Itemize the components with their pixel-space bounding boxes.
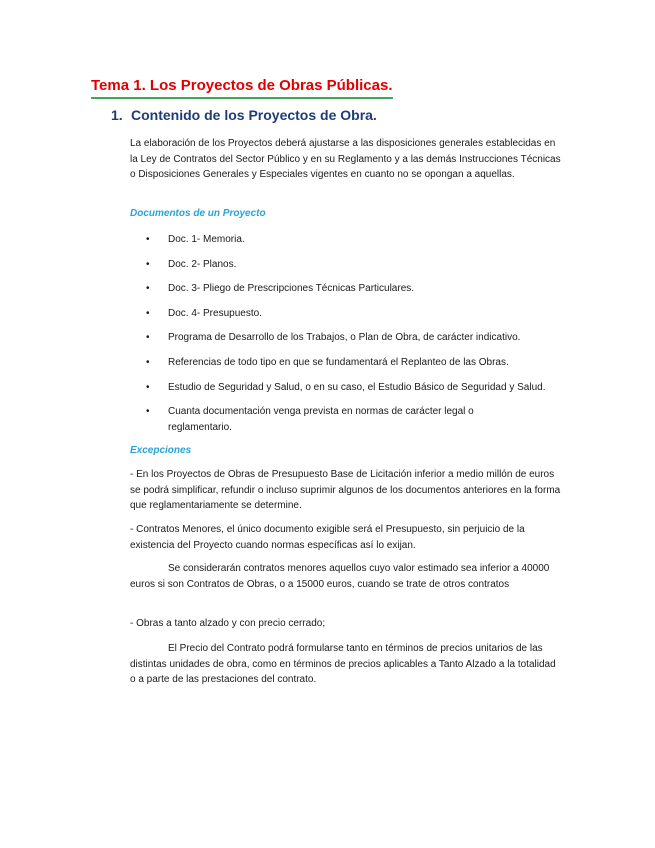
documents-list bbox=[130, 232, 560, 445]
exceptions-subheading: Excepciones bbox=[130, 445, 192, 456]
bullet-icon: • bbox=[146, 381, 150, 393]
exceptions-paragraph-4: - Obras a tanto alzado y con precio cerrado; bbox=[130, 618, 326, 629]
exceptions-paragraph-2: - Contratos Menores, el único documento exigible será el Presupuesto, sin perjuicio de la existencia del Proyecto cuando normas específicas así lo exijan. bbox=[130, 524, 525, 551]
section-heading bbox=[111, 106, 377, 124]
bullet-icon: • bbox=[146, 283, 150, 295]
list-item: • Doc. 4- Presupuesto. bbox=[130, 306, 560, 322]
bullet-icon: • bbox=[146, 307, 150, 319]
exceptions-paragraph-5: El Precio del Contrato podrá formularse tanto en términos de precios unitarios de las distintas unidades de obra, como en términos de precios aplicables a Tanto Alzado a la totalidad o a parte de las prestaciones del contrato. bbox=[130, 643, 556, 685]
list-item: • Programa de Desarrollo de los Trabajos, o Plan de Obra, de carácter indicativo. bbox=[130, 330, 560, 346]
intro-paragraph: La elaboración de los Proyectos deberá ajustarse a las disposiciones generales establecidas en la Ley de Contratos del Sector Público y en su Reglamento y a las demás Instrucciones Técnicas o Disposiciones Generales y Especiales vigentes en cuanto no se opongan a aquellas. bbox=[130, 138, 561, 180]
bullet-icon: • bbox=[146, 356, 150, 368]
list-item: • Referencias de todo tipo en que se fundamentará el Replanteo de las Obras. bbox=[130, 355, 560, 371]
bullet-icon: • bbox=[146, 234, 150, 245]
bullet-icon: • bbox=[146, 332, 150, 344]
bullet-icon: • bbox=[146, 406, 150, 418]
documents-subheading: Documentos de un Proyecto bbox=[130, 208, 266, 219]
section-heading-text: Contenido de los Proyectos de Obra. bbox=[131, 107, 377, 123]
list-item: • Doc. 2- Planos. bbox=[130, 257, 560, 273]
list-item: • Doc. 1- Memoria. bbox=[130, 232, 560, 248]
section-number: 1. bbox=[111, 107, 123, 123]
exceptions-paragraph-3: Se considerarán contratos menores aquellos cuyo valor estimado sea inferior a 40000 euros si son Contratos de Obras, o a 15000 euros, cuando se trate de otros contratos bbox=[130, 563, 550, 590]
list-item: • Estudio de Seguridad y Salud, o en su caso, el Estudio Básico de Seguridad y Salud. bbox=[130, 380, 560, 396]
list-item: • Doc. 3- Pliego de Prescripciones Técnicas Particulares. bbox=[130, 281, 560, 297]
bullet-icon: • bbox=[146, 258, 150, 270]
list-item: • Cuanta documentación venga prevista en normas de carácter legal o reglamentario. bbox=[146, 406, 474, 434]
exceptions-paragraph-1: - En los Proyectos de Obras de Presupuesto Base de Licitación inferior a medio millón de euros se podrá simplificar, refundir o incluso suprimir algunos de los documentos anteriores en la forma que reglamentariamente se determine. bbox=[130, 469, 561, 511]
document-title: Tema 1. Los Proyectos de Obras Públicas. bbox=[91, 77, 393, 99]
